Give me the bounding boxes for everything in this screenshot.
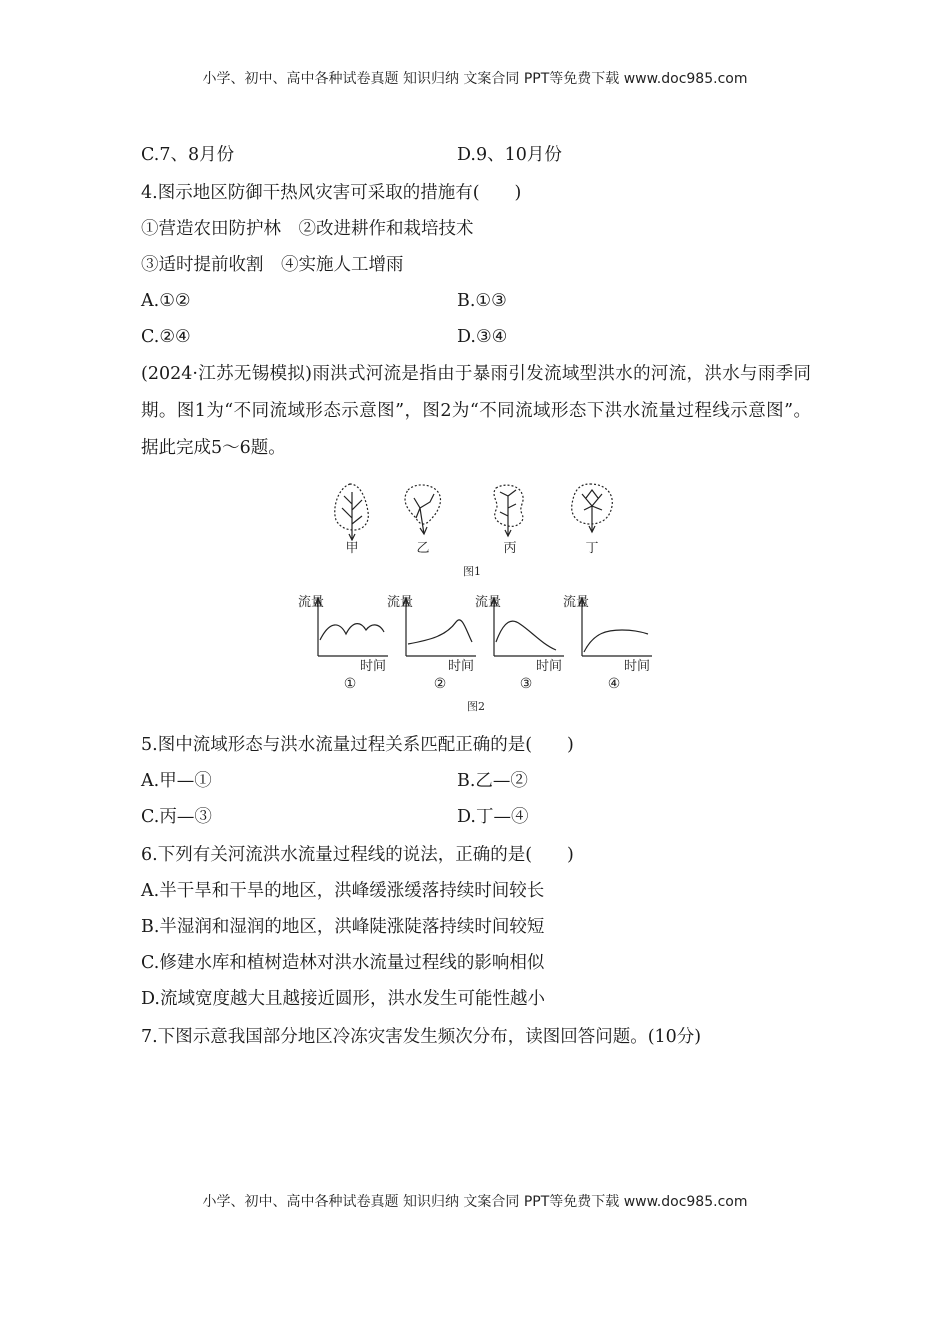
figure-1-label-jia: 甲 <box>345 541 359 556</box>
q4-option-b: B.①③ <box>457 291 507 311</box>
page-header: 小学、初中、高中各种试卷真题 知识归纳 文案合同 PPT等免费下载 www.doc985.com <box>202 71 748 87</box>
q4-option-d: D.③④ <box>457 327 508 347</box>
figure-1 <box>320 478 630 578</box>
q6-option-d: D.流域宽度越大且越接近圆形，洪水发生可能性越小 <box>141 989 545 1009</box>
panel-3-number: ③ <box>519 676 533 692</box>
q4-options-cd <box>141 325 508 349</box>
q5-option-d: D.丁—④ <box>457 807 529 827</box>
q3-option-d: D.9、10月份 <box>457 145 562 165</box>
q4-items-2: ③适时提前收割 ④实施人工增雨 <box>141 255 404 275</box>
panel-4-number: ④ <box>607 676 621 692</box>
hydrograph-curve-1 <box>320 624 384 640</box>
panel-2-y-label: 流量 <box>387 595 414 610</box>
basin-ding-diagram <box>572 484 613 532</box>
q5-option-c: C.丙—③ <box>141 807 212 827</box>
figure-1-label-bing: 丙 <box>503 541 517 556</box>
q5-stem: 5.图中流域形态与洪水流量过程关系匹配正确的是( ) <box>141 735 574 755</box>
basin-jia-diagram <box>335 484 369 540</box>
hydrograph-panel-1 <box>315 598 388 656</box>
figure-2 <box>290 590 660 720</box>
q3-options <box>141 143 562 167</box>
figure-1-label-yi: 乙 <box>416 541 430 556</box>
panel-1-x-label: 时间 <box>360 659 387 674</box>
hydrograph-curve-4 <box>584 630 648 652</box>
hydrograph-curve-3 <box>496 621 556 650</box>
figure-1-caption: 图1 <box>463 565 481 578</box>
q4-options-ab <box>141 289 507 313</box>
q4-option-c: C.②④ <box>141 327 191 347</box>
panel-3-y-label: 流量 <box>475 595 502 610</box>
q4-stem: 4.图示地区防御干热风灾害可采取的措施有( ) <box>141 183 522 203</box>
q6-option-a: A.半干旱和干旱的地区，洪峰缓涨缓落持续时间较长 <box>141 881 545 901</box>
q6-stem: 6.下列有关河流洪水流量过程线的说法，正确的是( ) <box>141 845 574 865</box>
figure-2-caption: 图2 <box>467 700 485 713</box>
page-footer: 小学、初中、高中各种试卷真题 知识归纳 文案合同 PPT等免费下载 www.doc985.com <box>202 1194 748 1210</box>
basin-bing-diagram <box>494 485 523 536</box>
q7-stem: 7.下图示意我国部分地区冷冻灾害发生频次分布，读图回答问题。(10分) <box>141 1027 702 1047</box>
q3-option-c: C.7、8月份 <box>141 145 235 165</box>
panel-2-number: ② <box>433 676 447 692</box>
hydrograph-panel-4 <box>579 598 652 656</box>
q4-option-a: A.①② <box>141 291 191 311</box>
q5-option-b: B.乙—② <box>457 771 528 791</box>
hydrograph-panel-2 <box>403 598 476 656</box>
q5-option-a: A.甲—① <box>141 771 212 791</box>
hydrograph-curve-2 <box>408 620 472 644</box>
panel-4-x-label: 时间 <box>624 659 651 674</box>
q6-option-b: B.半湿润和湿润的地区，洪峰陡涨陡落持续时间较短 <box>141 917 545 937</box>
q6-option-c: C.修建水库和植树造林对洪水流量过程线的影响相似 <box>141 953 545 973</box>
q5-options-ab <box>141 769 528 793</box>
panel-3-x-label: 时间 <box>536 659 563 674</box>
q5-options-cd <box>141 805 529 829</box>
figure-1-label-ding: 丁 <box>585 541 599 556</box>
panel-1-y-label: 流量 <box>298 595 325 610</box>
panel-1-number: ① <box>343 676 357 692</box>
intro-paragraph: (2024·江苏无锡模拟)雨洪式河流是指由于暴雨引发流域型洪水的河流，洪水与雨季同期。图1为“不同流域形态示意图”，图2为“不同流域形态下洪水流量过程线示意图”。据此完成5～6题。 <box>141 364 811 458</box>
panel-4-y-label: 流量 <box>563 595 590 610</box>
panel-2-x-label: 时间 <box>448 659 475 674</box>
basin-yi-diagram <box>405 485 440 534</box>
hydrograph-panel-3 <box>491 598 564 656</box>
q4-items-1: ①营造农田防护林 ②改进耕作和栽培技术 <box>141 219 474 239</box>
